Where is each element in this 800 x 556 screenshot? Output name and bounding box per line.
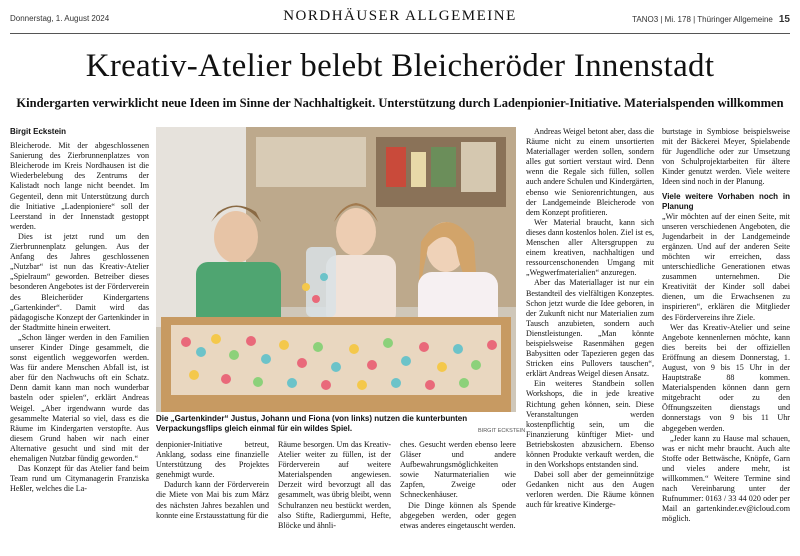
subheadline: Kindergarten verwirklicht neue Ideen im Sinne der Nachhaltigkeit. Unterstützung durch Ladenpionier-Initiative. Materialspenden willkommen — [16, 96, 784, 110]
paragraph: Dabei soll aber der gemeinnützige Gedanken nicht aus den Augen verloren werden. Die Räume können auch für kreative Kinderge- — [526, 470, 654, 510]
edition-label: TANO3 | Mi. 178 | Thüringer Allgemeine — [632, 15, 773, 24]
subheading: Viele weitere Vorhaben noch in Planung — [662, 191, 790, 211]
paragraph: Die Dinge können als Spende abgegeben werden, oder gegen etwas anderes eingetauscht werden. — [400, 500, 516, 530]
article-photo — [156, 127, 516, 412]
column-3 — [278, 440, 391, 531]
paragraph: burtstage in Symbiose beispielsweise mit der Bäckerei Meyer, Spielabende für Jugendliche oder zur Umsetzung von Schulprojektarbeiten für ältere Kinder genutzt werden. Viele weitere Ideen sind noch in der Planung. — [662, 127, 790, 187]
column-6 — [662, 127, 790, 524]
paragraph: „Jeder kann zu Hause mal schauen, was er nicht mehr braucht. Auch alte Stoffe oder Bettwäsche, Knöpfe, Garn und vieles andere mehr, ist willkommen.“ Weitere Termine sind nach Vereinbarung unter der Rufnummer: 0163 / 33 44 020 oder per Mail an gartenkinder.ev@icloud.com möglich. — [662, 433, 790, 524]
paragraph: denpionier-Initiative betreut, Anklang, sodass eine finanzielle Unterstützung des Projektes genehmigt wurde. — [156, 440, 269, 480]
paragraph: „Wir möchten auf der einen Seite, mit unseren verschiedenen Angeboten, die Jugendarbeit in der Landgemeinde ergänzen. Und auf der anderen Seite möchten wir erreichen, dass unterschiedliche Generationen etwas zusammen unternehmen. Die Kreativität der Kinder soll dabei dienen, um die Erwachsenen zu inspirieren“, erklären die Mitglieder des Fördervereins ihre Ziele. — [662, 211, 790, 322]
paragraph: Wer das Kreativ-Atelier und seine Angebote kennenlernen möchte, kann dies bereits bei der offiziellen Eröffnung an diesem Donnerstag, 1. August, von 9 bis 15 Uhr in der Hauptstraße 88 kommen. Materialspenden können dann gern mitgebracht oder zu den Öffnungszeiten dienstags und donnerstags von 9 bis 11 Uhr abgegeben werden. — [662, 322, 790, 433]
paragraph: ches. Gesucht werden ebenso leere Gläser und andere Aufbewahrungsmöglichkeiten sowie Naturmaterialien wie Zapfen, Zweige oder Schneckenhäuser. — [400, 440, 516, 500]
column-2 — [156, 440, 269, 521]
paragraph: Räume besorgen. Um das Kreativ-Atelier weiter zu füllen, ist der Förderverein auf weitere Materialspenden angewiesen. Derzeit wird bevorzugt all das gesammelt, was übrig bleibt, wenn Schulranzen neu bestückt werden, also Stifte, Radiergummi, Hefte, Blöcke und ähnli- — [278, 440, 391, 530]
author: Birgit Eckstein — [10, 127, 67, 136]
paragraph: Ein weiteres Standbein sollen Workshops, die in jede kreative Richtung gehen können, sein. Diese Veranstaltungen werden kostenpflichtig sein, um die Finanzierung künftiger Miet- und Betriebskosten abzusichern. Ebenso können Produkte verkauft werden, die in den Workshops entstanden sind. — [526, 379, 654, 470]
photo-credit: BIRGIT ECKSTEIN — [478, 428, 526, 434]
paragraph: Dadurch kann der Förderverein die Miete von Mai bis zum März des nächsten Jahres bezahlen und konnte eine Erstausstattung für die — [156, 480, 269, 520]
edition-info — [632, 14, 790, 25]
column-1 — [10, 127, 149, 494]
paragraph: „Schon länger werden in den Familien unserer Kinder Dinge gesammelt, die sonst eigentlich weggeworfen werden. Was für andere Menschen Abfall ist, ist aber für den Nachwuchs oft ein Schatz. Denn damit kann man noch wunderbar basteln oder spielen“, erklärt Andreas Weigel. „Aber irgendwann wurde das gesammelte Material so viel, dass es die Räume im Kindergarten verstopfte. Aus diesem Grund haben wir nach einer Alternative gesucht und sind mit der ehemaligen Nutzbar fündig geworden.“ — [10, 332, 149, 463]
page-header — [0, 8, 800, 30]
paragraph: Andreas Weigel betont aber, dass die Räume nicht zu einem unsortierten Materiallager werden sollen, sondern alles gut sortiert verstaut wird. Denn wenn die Regale sich füllen, sollen auch andere Schulen und Kindergärten, ebenso wie Seniorenrichtungen, aus der Landgemeinde Bleicherode von dem Konzept profitieren. — [526, 127, 654, 217]
column-4 — [400, 440, 516, 531]
page-number: 15 — [778, 14, 790, 25]
issue-date: Donnerstag, 1. August 2024 — [10, 14, 110, 23]
paragraph: Dies ist jetzt rund um den Zierbrunnenplatz gelungen. Aus der Anfang des Jahres geschlossenen „Nutzbar“ ist nun das Kreativ-Atelier „Spielraum“ geworden. Betreiber dieses besonderen Angebotes ist der Förderverein des Bleicheröder Kindergartens „Gartenkinder“. Damit wird das pädagogische Konzept der Gartenkinder in der Stadtmitte hinein erweitert. — [10, 231, 149, 332]
photo-illustration — [156, 127, 516, 412]
paragraph: Aber das Materiallager ist nur ein Bestandteil des vielfältigen Konzeptes. Schon jetzt wurde die Idee geboren, in der Zukunft nicht nur Materialien zum Tausch anzubieten, sondern auch Dienstleistungen. „Man könnte beispielsweise Rasenmähen gegen Babysitten oder Tapezieren gegen das Stricken eins Pullovers tauschen“, erklärt Andreas Weigel diesen Ansatz. — [526, 278, 654, 379]
column-5 — [526, 127, 654, 511]
section-title: NORDHÄUSER ALLGEMEINE — [283, 8, 517, 24]
headline: Kreativ-Atelier belebt Bleicheröder Innenstadt — [85, 48, 715, 84]
paragraph: Wer Material braucht, kann sich dieses dann kostenlos holen. Ziel ist es, Menschen aller Altersgruppen zu einem kreativen, nachhaltigen und ressourcenschonenden Umgang mit „Wegwerfmaterialien“ anzuregen. — [526, 217, 654, 278]
paragraph: Bleicherode. Mit der abgeschlossenen Sanierung des Zierbrunnenplatzes von Bleicherode im Kreis Nordhausen ist die Wiederbelebung des Zentrums der Kalistadt noch lange nicht beendet. Im Gegenteil, denn mit Unterstützung durch die Initiative „Ladenpioniere“ soll der Leerstand in der Innenstadt gestoppt werden. — [10, 141, 149, 231]
paragraph: Das Konzept für das Atelier fand beim Team rund um Citymanagerin Franziska Heßler, welches die La- — [10, 464, 149, 494]
header-rule — [10, 33, 790, 34]
photo-caption: Die „Gartenkinder“ Justus, Johann und Fiona (von links) nutzen die kunterbunten Verpackungsflips gleich einmal für ein wildes Spiel. — [156, 414, 468, 433]
